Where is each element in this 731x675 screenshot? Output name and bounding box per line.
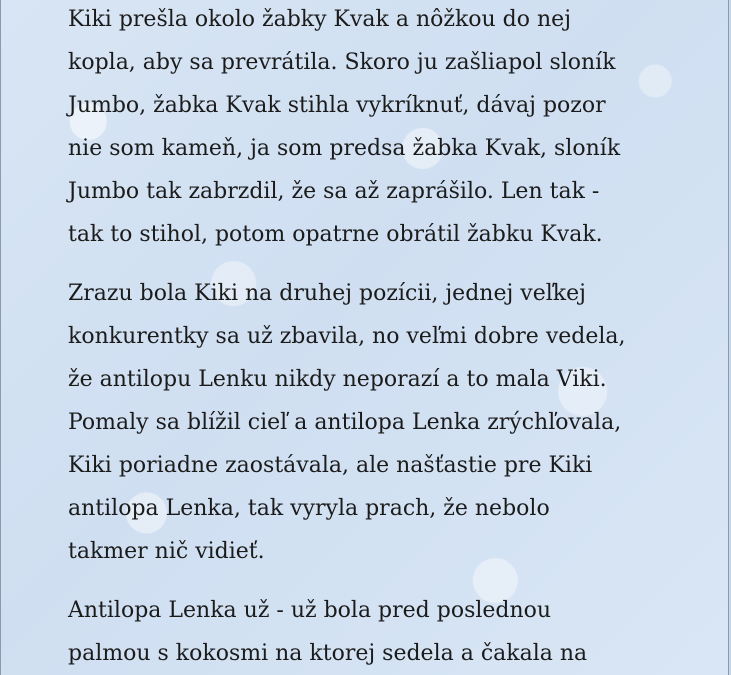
- text-line: Pomaly sa blížil cieľ a antilopa Lenka zrýchľovala,: [68, 410, 622, 435]
- text-line: Jumbo, žabka Kvak stihla vykríknuť, dávaj pozor: [68, 93, 606, 118]
- text-line: antilopa Lenka, tak vyryla prach, že nebolo: [68, 496, 550, 521]
- text-line: Jumbo tak zabrzdil, že sa až zaprášilo. Len tak -: [68, 179, 600, 204]
- text-line: Zrazu bola Kiki na druhej pozícii, jednej veľkej: [68, 281, 586, 306]
- document-body: [68, 0, 708, 675]
- text-line: nie som kameň, ja som predsa žabka Kvak, sloník: [68, 136, 621, 161]
- text-line: palmou s kokosmi na ktorej sedela a čakala na: [68, 641, 588, 666]
- paragraph-2: [68, 272, 708, 573]
- paragraph-1: [68, 0, 708, 256]
- text-line: takmer nič vidieť.: [68, 539, 265, 564]
- text-line: kopla, aby sa prevrátila. Skoro ju zašliapol sloník: [68, 50, 616, 75]
- text-line: konkurentky sa už zbavila, no veľmi dobre vedela,: [68, 324, 626, 349]
- paragraph-3: [68, 589, 708, 675]
- text-line: Kiki poriadne zaostávala, ale našťastie pre Kiki: [68, 453, 593, 478]
- text-line: že antilopu Lenku nikdy neporazí a to mala Viki.: [68, 367, 607, 392]
- text-line: Kiki prešla okolo žabky Kvak a nôžkou do nej: [68, 7, 572, 32]
- text-line: Antilopa Lenka už - už bola pred poslednou: [68, 598, 552, 623]
- text-line: tak to stihol, potom opatrne obrátil žabku Kvak.: [68, 222, 603, 247]
